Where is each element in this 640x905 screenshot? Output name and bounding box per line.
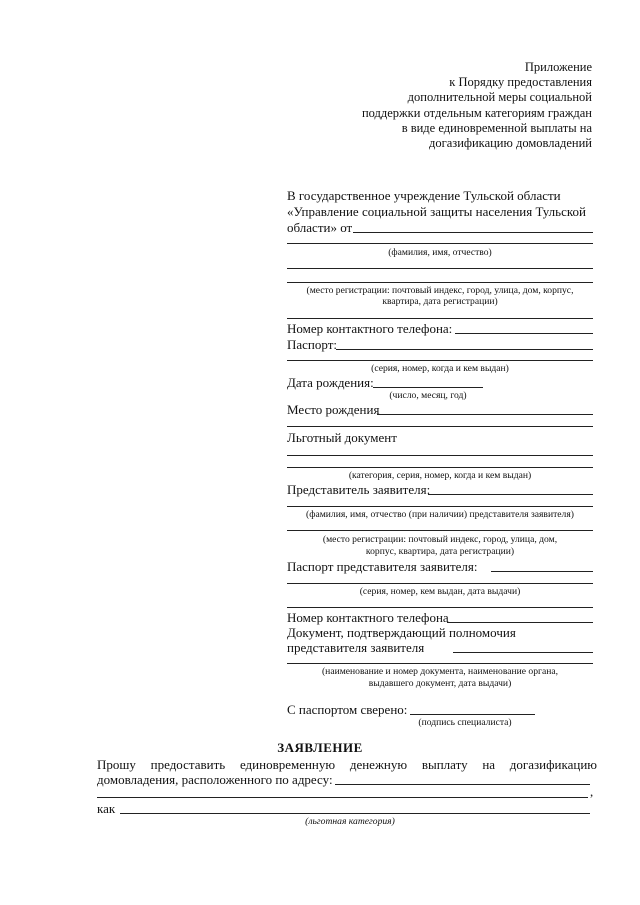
passport-caption: (серия, номер, когда и кем выдан) — [371, 363, 509, 374]
benefit-doc-field[interactable] — [287, 467, 593, 468]
representative-field[interactable] — [428, 494, 593, 495]
rep-passport-field[interactable] — [287, 607, 593, 608]
passport-field[interactable] — [287, 360, 593, 361]
statement-title: ЗАЯВЛЕНИЕ — [277, 740, 363, 755]
authority-doc-caption: (наименование и номер документа, наименование органа, — [321, 666, 559, 677]
address-comma: , — [590, 784, 594, 799]
rep-passport-caption: (серия, номер, кем выдан, дата выдачи) — [359, 586, 521, 597]
authority-doc-field[interactable] — [287, 663, 593, 664]
verified-label: С паспортом сверено: — [287, 702, 408, 717]
registration-caption: квартира, дата регистрации) — [382, 296, 498, 307]
addressee-line-3: области» от — [287, 220, 353, 235]
birthplace-field[interactable] — [287, 426, 593, 427]
birthdate-caption: (число, месяц, год) — [389, 390, 467, 401]
benefit-category-field[interactable] — [120, 813, 590, 814]
rep-phone-label: Номер контактного телефона — [287, 610, 449, 625]
rep-phone-field[interactable] — [447, 622, 593, 623]
appendix-line: догазификацию домовладений — [428, 136, 592, 151]
address-field[interactable] — [335, 784, 590, 785]
verified-caption: (подпись специалиста) — [418, 717, 512, 728]
appendix-line: в виде единовременной выплаты на — [401, 120, 592, 135]
benefit-doc-caption: (категория, серия, номер, когда и кем выдан) — [348, 470, 532, 481]
appendix-line: Приложение — [524, 60, 592, 74]
benefit-doc-label: Льготный документ — [287, 430, 397, 445]
rep-passport-label: Паспорт представителя заявителя: — [287, 559, 478, 574]
rep-passport-field[interactable] — [287, 583, 593, 584]
phone-label: Номер контактного телефона: — [287, 321, 453, 336]
representative-caption: (фамилия, имя, отчество (при наличии) представителя заявителя) — [306, 509, 574, 520]
as-label: как — [97, 801, 116, 816]
statement-line-2: домовладения, расположенного по адресу: — [97, 772, 333, 787]
address-field[interactable] — [97, 797, 588, 798]
addressee-line-1: В государственное учреждение Тульской области — [287, 188, 561, 203]
appendix-line: поддержки отдельным категориям граждан — [361, 105, 592, 120]
appendix-line: дополнительной меры социальной — [407, 90, 592, 105]
authority-doc-field[interactable] — [453, 652, 593, 653]
registration-field[interactable] — [287, 282, 593, 283]
statement-line-1: Прошу предоставить единовременную денежную выплату на догазификацию — [97, 757, 597, 772]
birthplace-field[interactable] — [377, 414, 593, 415]
passport-label: Паспорт: — [287, 337, 338, 352]
verified-signature-field[interactable] — [410, 714, 535, 715]
appendix-line: к Порядку предоставления — [449, 75, 592, 90]
registration-caption: (место регистрации: почтовый индекс, город, улица, дом, корпус, — [306, 285, 574, 296]
addressee-line-2: «Управление социальной защиты населения Тульской — [287, 204, 586, 219]
rep-registration-caption: корпус, квартира, дата регистрации) — [365, 546, 515, 557]
registration-field[interactable] — [287, 318, 593, 319]
fio-caption: (фамилия, имя, отчество) — [388, 247, 492, 258]
rep-passport-field[interactable] — [491, 571, 593, 572]
phone-field[interactable] — [455, 333, 593, 334]
rep-registration-field[interactable] — [287, 530, 593, 531]
authority-doc-label: представителя заявителя — [287, 640, 425, 655]
benefit-doc-field[interactable] — [287, 455, 593, 456]
authority-doc-caption: выдавшего документ, дата выдачи) — [368, 678, 512, 689]
from-field[interactable] — [353, 232, 593, 233]
birthplace-label: Место рождения — [287, 402, 380, 417]
authority-doc-label: Документ, подтверждающий полномочия — [287, 625, 516, 640]
rep-registration-caption: (место регистрации: почтовый индекс, город, улица, дом, — [322, 534, 558, 545]
representative-label: Представитель заявителя: — [287, 482, 431, 497]
fio-field[interactable] — [287, 243, 593, 244]
birthdate-label: Дата рождения: — [287, 375, 374, 390]
passport-field[interactable] — [336, 349, 593, 350]
registration-field[interactable] — [287, 268, 593, 269]
category-caption: (льготная категория) — [305, 816, 395, 827]
representative-field[interactable] — [287, 506, 593, 507]
appendix-header — [362, 60, 592, 151]
birthdate-field[interactable] — [373, 387, 483, 388]
